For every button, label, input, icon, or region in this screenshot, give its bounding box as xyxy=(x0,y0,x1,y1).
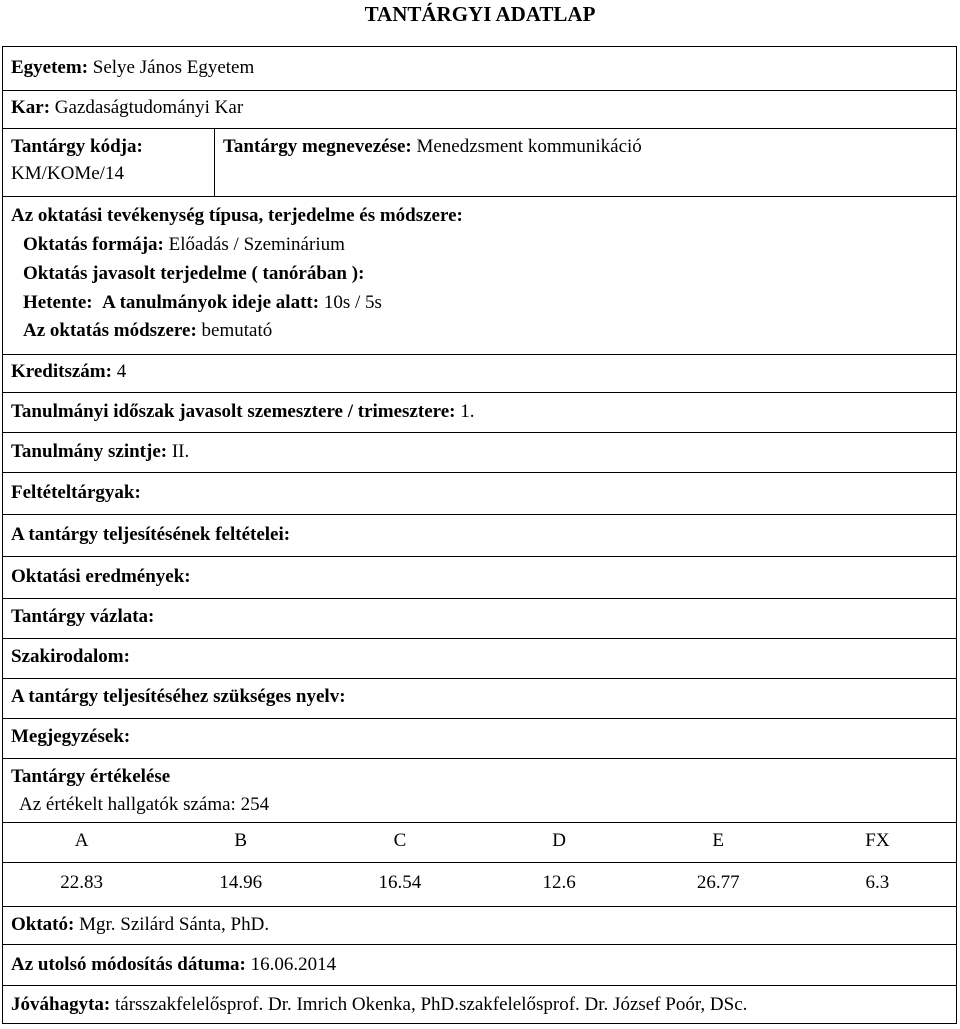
students-value: 254 xyxy=(240,794,270,815)
university-row: Egyetem: Selye János Egyetem xyxy=(2,46,957,91)
course-code-label: Tantárgy kódja: xyxy=(11,136,143,157)
grade-header-fx: FX xyxy=(865,830,890,851)
semester-row: Tanulmányi időszak javasolt szemesztere / trimesztere: 1. xyxy=(2,393,957,433)
university-value: Selye János Egyetem xyxy=(92,57,255,78)
level-value: II. xyxy=(171,441,190,462)
divider xyxy=(214,129,215,197)
level-row: Tanulmány szintje: II. xyxy=(2,433,957,473)
grade-value-d: 12.6 xyxy=(542,872,576,893)
prereq-label: Feltételtárgyak: xyxy=(11,482,141,503)
evaluation-label: Tantárgy értékelése xyxy=(11,766,171,787)
activity-row: Az oktatási tevékenység típusa, terjedelme és módszere: Oktatás formája: Előadás / Szeminárium Oktatás javasolt terjedelme ( tanórában ): Hetente: A tanulmányok ideje alatt: 10s / 5s Az oktatás módszere: bemutató xyxy=(2,197,957,355)
credits-row: Kreditszám: 4 xyxy=(2,355,957,393)
outline-label: Tantárgy vázlata: xyxy=(11,606,155,627)
form-value: Előadás / Szeminárium xyxy=(168,234,345,255)
literature-label: Szakirodalom: xyxy=(11,646,130,667)
modified-value: 16.06.2014 xyxy=(250,954,337,975)
outcomes-label: Oktatási eredmények: xyxy=(11,566,191,587)
grade-value-e: 26.77 xyxy=(696,872,740,893)
grade-header-e: E xyxy=(712,830,725,851)
teacher-row: Oktató: Mgr. Szilárd Sánta, PhD. xyxy=(2,907,957,945)
literature-row xyxy=(2,639,957,679)
notes-row xyxy=(2,719,957,759)
conditions-row xyxy=(2,515,957,557)
credits-value: 4 xyxy=(116,361,127,382)
faculty-value: Gazdaságtudományi Kar xyxy=(54,97,244,118)
language-label: A tantárgy teljesítéséhez szükséges nyelv: xyxy=(11,686,346,707)
grade-value-fx: 6.3 xyxy=(865,872,890,893)
teacher-value: Mgr. Szilárd Sánta, PhD. xyxy=(79,914,270,935)
method-value: bemutató xyxy=(201,320,273,341)
notes-label: Megjegyzések: xyxy=(11,726,131,747)
grade-header-b: B xyxy=(234,830,248,851)
course-row: Tantárgy kódja: KM/KOMe/14 Tantárgy megnevezése: Menedzsment kommunikáció xyxy=(2,129,957,197)
course-name-value: Menedzsment kommunikáció xyxy=(416,136,642,157)
modified-row: Az utolsó módosítás dátuma: 16.06.2014 xyxy=(2,945,957,986)
activity-heading: Az oktatási tevékenység típusa, terjedelme és módszere: xyxy=(11,205,463,226)
approved-value: társszakfelelősprof. Dr. Imrich Okenka, PhD.szakfelelősprof. Dr. József Poór, DSc. xyxy=(114,994,748,1015)
grade-header-c: C xyxy=(393,830,407,851)
total-value: 10s / 5s xyxy=(323,292,382,313)
grade-table-mid xyxy=(2,862,957,863)
semester-value: 1. xyxy=(460,401,475,422)
outline-row xyxy=(2,599,957,639)
grade-value-c: 16.54 xyxy=(378,872,422,893)
page-title: TANTÁRGYI ADATLAP xyxy=(364,2,596,26)
faculty-row: Kar: Gazdaságtudományi Kar xyxy=(2,91,957,129)
grade-value-b: 14.96 xyxy=(219,872,263,893)
course-code-value: KM/KOMe/14 xyxy=(11,163,124,184)
approved-row: Jóváhagyta: társszakfelelősprof. Dr. Imrich Okenka, PhD.szakfelelősprof. Dr. József Poór, DSc. xyxy=(11,994,748,1015)
grade-table-top xyxy=(2,822,957,823)
grade-header-a: A xyxy=(74,830,89,851)
prereq-row xyxy=(2,473,957,515)
outcomes-row xyxy=(2,557,957,599)
evaluation-row: Tantárgy értékelése Az értékelt hallgatók száma: 254 xyxy=(2,759,957,907)
language-row xyxy=(2,679,957,719)
grade-header-d: D xyxy=(552,830,566,851)
grade-value-a: 22.83 xyxy=(60,872,103,893)
scope-label: Oktatás javasolt terjedelme ( tanórában ): xyxy=(23,263,365,284)
conditions-label: A tantárgy teljesítésének feltételei: xyxy=(11,524,291,545)
